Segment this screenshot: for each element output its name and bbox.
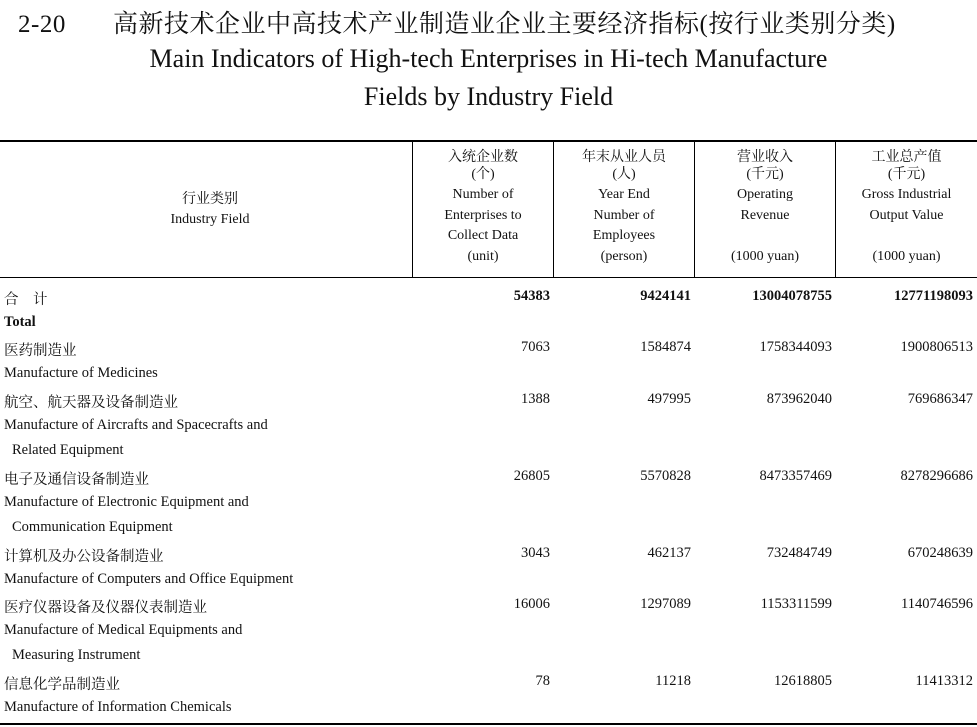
table-cell: 12771198093: [894, 288, 973, 304]
column-header-en: Employees: [592, 228, 656, 243]
column-header-cn: 年末从业人员: [582, 150, 666, 165]
column-header-unit-cn: (千元): [746, 166, 784, 182]
column-header-cn: 工业总产值: [871, 150, 942, 165]
table-cell: 1153311599: [760, 596, 832, 612]
table-cell: 769686347: [907, 391, 973, 407]
column-header-en: Number of: [452, 187, 514, 202]
table-cell: 1758344093: [759, 339, 832, 355]
table-cell: 16006: [513, 596, 550, 612]
stub-header-en: Industry Field: [170, 212, 250, 227]
column-header-spacer: [695, 226, 835, 247]
table-cell: 1900806513: [900, 339, 973, 355]
stub-header-cn: 行业类别: [182, 192, 238, 207]
column-header-enterprises: [413, 148, 553, 267]
table-cell: 54383: [513, 288, 550, 304]
table-cell: 732484749: [766, 545, 832, 561]
table-cell: 26805: [513, 468, 550, 484]
row-label-en-continued: Related Equipment: [12, 442, 124, 458]
stub-header: [60, 190, 360, 230]
table-cell: 1388: [521, 391, 550, 407]
column-header-en: Revenue: [740, 207, 790, 223]
column-header-unit-en: (1000 yuan): [730, 248, 800, 264]
column-header-unit-en: (1000 yuan): [872, 248, 941, 264]
column-header-operating-revenue: [695, 148, 835, 267]
column-header-unit-cn: (人): [612, 166, 636, 182]
row-label-en: Manufacture of Information Chemicals: [4, 699, 232, 715]
column-header-unit-en: (unit): [467, 248, 499, 264]
row-label-cn: 航空、航天器及设备制造业: [4, 395, 178, 411]
column-header-en: Output Value: [869, 207, 944, 223]
table-cell: 78: [535, 673, 550, 689]
table-title-english-line2: Fields by Industry Field: [363, 82, 614, 111]
table-cell: 670248639: [907, 545, 973, 561]
row-label-cn: 电子及通信设备制造业: [4, 472, 149, 488]
column-header-en: Gross Industrial: [861, 187, 952, 202]
table-header-rule: [0, 277, 977, 278]
column-header-en: Collect Data: [447, 228, 519, 243]
table-cell: 1140746596: [901, 596, 973, 612]
table-title-chinese: [18, 4, 896, 40]
column-header-en: Number of: [593, 207, 655, 223]
table-cell: 873962040: [766, 391, 832, 407]
row-label-en: Manufacture of Electronic Equipment and: [4, 494, 249, 510]
row-label-en-continued: Communication Equipment: [12, 519, 173, 535]
table-top-rule: [0, 140, 977, 142]
column-header-unit-en: (person): [600, 248, 648, 264]
column-header-en: Enterprises to: [444, 207, 522, 223]
row-label-en: Total: [4, 314, 36, 330]
title-chinese-text: 高新技术企业中高技术产业制造业企业主要经济指标(按行业类别分类): [113, 11, 896, 38]
column-header-unit-cn: (千元): [887, 166, 926, 182]
table-cell: 3043: [521, 545, 550, 561]
row-label-en: Manufacture of Computers and Office Equipment: [4, 571, 294, 587]
row-label-cn: 合 计: [4, 292, 48, 308]
column-header-spacer: [836, 226, 977, 247]
table-cell: 1584874: [640, 339, 691, 355]
table-cell: 497995: [647, 391, 691, 407]
table-cell: 11218: [655, 673, 691, 689]
row-label-cn: 信息化学品制造业: [4, 677, 120, 693]
row-label-en: Manufacture of Medicines: [4, 365, 158, 381]
table-cell: 11413312: [915, 673, 973, 689]
column-header-cn: 营业收入: [737, 150, 793, 165]
table-cell: 462137: [647, 545, 691, 561]
table-cell: 9424141: [640, 288, 691, 304]
table-number: 2-20: [18, 11, 66, 38]
table-cell: 13004078755: [752, 288, 832, 304]
table-cell: 1297089: [640, 596, 691, 612]
column-header-en: Year End: [598, 187, 650, 202]
table-bottom-rule: [0, 723, 977, 725]
row-label-cn: 医药制造业: [4, 343, 77, 359]
row-label-en: Manufacture of Aircrafts and Spacecrafts and: [4, 417, 268, 433]
table-title-english-line1: Main Indicators of High-tech Enterprises in Hi-tech Manufacture: [149, 44, 828, 73]
table-cell: 7063: [521, 339, 550, 355]
column-header-employees: [554, 148, 694, 267]
row-label-cn: 医疗仪器设备及仪器仪表制造业: [4, 600, 207, 616]
table-cell: 8278296686: [900, 468, 973, 484]
column-header-en: Operating: [737, 187, 793, 202]
table-cell: 12618805: [774, 673, 832, 689]
table-cell: 8473357469: [759, 468, 832, 484]
column-header-gross-output: [836, 148, 977, 267]
row-label-en: Manufacture of Medical Equipments and: [4, 622, 243, 638]
table-cell: 5570828: [640, 468, 691, 484]
row-label-en-continued: Measuring Instrument: [12, 647, 141, 663]
row-label-cn: 计算机及办公设备制造业: [4, 549, 164, 565]
column-header-cn: 入统企业数: [448, 150, 518, 165]
column-header-unit-cn: (个): [471, 166, 495, 182]
